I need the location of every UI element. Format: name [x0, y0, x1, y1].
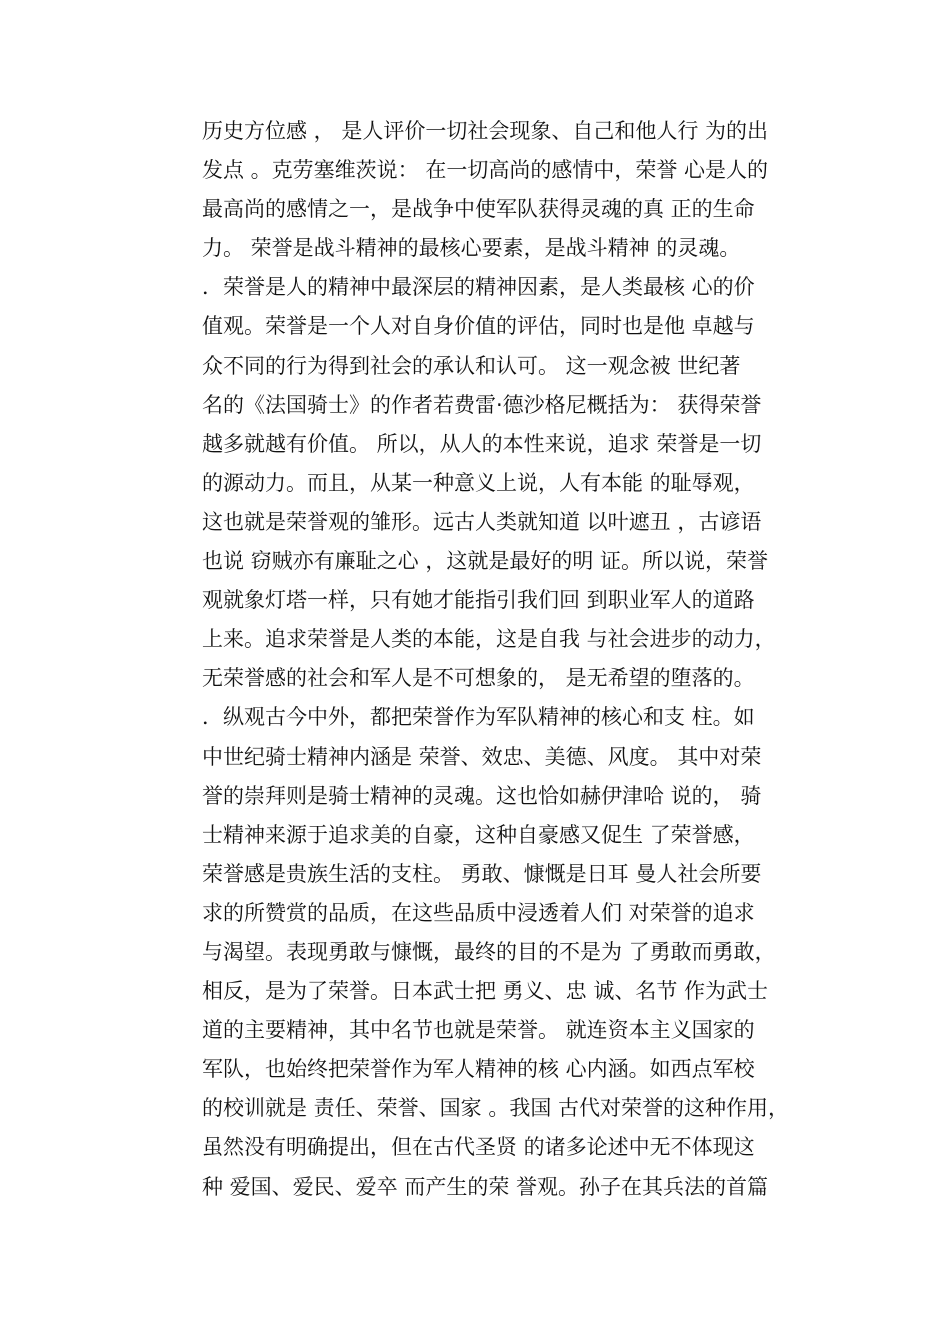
text-line: 力。 荣誉是战斗精神的最核心要素，是战斗精神 的灵魂。: [202, 236, 741, 261]
text-line: 相反，是为了荣誉。日本武士把 勇义、忠 诚、名节 作为武士: [202, 979, 769, 1004]
text-line: 也说 窃贼亦有廉耻之心 ，这就是最好的明 证。所以说，荣誉: [202, 549, 769, 574]
text-line: 历史方位感 ， 是人评价一切社会现象、自己和他人行 为的出: [202, 119, 769, 143]
text-line: 虽然没有明确提出，但在古代圣贤 的诸多论述中无不体现这: [202, 1135, 755, 1160]
body-text: [202, 112, 842, 1207]
text-line: 这也就是荣誉观的雏形。远古人类就知道 以叶遮丑 ，古谚语: [202, 509, 762, 534]
text-line: 无荣誉感的社会和军人是不可想象的， 是无希望的堕落的。: [202, 666, 755, 691]
text-line: 与渴望。表现勇敢与慷慨，最终的目的不是为 了勇敢而勇敢，: [202, 939, 776, 964]
text-line: 的源动力。而且，从某一种意义上说，人有本能 的耻辱观，: [202, 470, 755, 495]
text-line: 最高尚的感情之一，是战争中使军队获得灵魂的真 正的生命: [202, 197, 755, 222]
text-line: 值观。荣誉是一个人对自身价值的评估，同时也是他 卓越与: [202, 314, 755, 339]
text-line: 誉的崇拜则是骑士精神的灵魂。这也恰如赫伊津哈 说的， 骑: [202, 783, 762, 808]
text-line: 观就象灯塔一样，只有她才能指引我们回 到职业军人的道路: [202, 588, 755, 613]
text-line: 军队，也始终把荣誉作为军人精神的核 心内涵。如西点军校: [202, 1057, 755, 1082]
text-line: 的校训就是 责任、荣誉、国家 。我国 古代对荣誉的这种作用，: [202, 1096, 790, 1121]
text-line: ．荣誉是人的精神中最深层的精神因素，是人类最核 心的价: [202, 275, 755, 300]
text-line: 发点 。克劳塞维茨说： 在一切高尚的感情中，荣誉 心是人的: [202, 158, 769, 183]
text-line: 中世纪骑士精神内涵是 荣誉、效忠、美德、风度。 其中对荣: [202, 744, 762, 769]
text-line: 众不同的行为得到社会的承认和认可。 这一观念被 世纪著: [202, 353, 741, 378]
text-line: 士精神来源于追求美的自豪，这种自豪感又促生 了荣誉感，: [202, 822, 755, 847]
text-line: 求的所赞赏的品质，在这些品质中浸透着人们 对荣誉的追求: [202, 900, 755, 925]
text-line: 越多就越有价值。 所以，从人的本性来说，追求 荣誉是一切: [202, 431, 762, 456]
text-line: 荣誉感是贵族生活的支柱。 勇敢、慷慨是日耳 曼人社会所要: [202, 861, 762, 886]
text-line: ．纵观古今中外，都把荣誉作为军队精神的核心和支 柱。如: [202, 705, 755, 730]
text-line: 道的主要精神，其中名节也就是荣誉。 就连资本主义国家的: [202, 1018, 755, 1043]
text-line: 名的《法国骑士》的作者若费雷·德沙格尼概括为： 获得荣誉: [202, 392, 762, 417]
text-line: 上来。追求荣誉是人类的本能，这是自我 与社会进步的动力，: [202, 627, 776, 652]
text-line: 种 爱国、爱民、爱卒 而产生的荣 誉观。孙子在其兵法的首篇: [202, 1174, 769, 1199]
